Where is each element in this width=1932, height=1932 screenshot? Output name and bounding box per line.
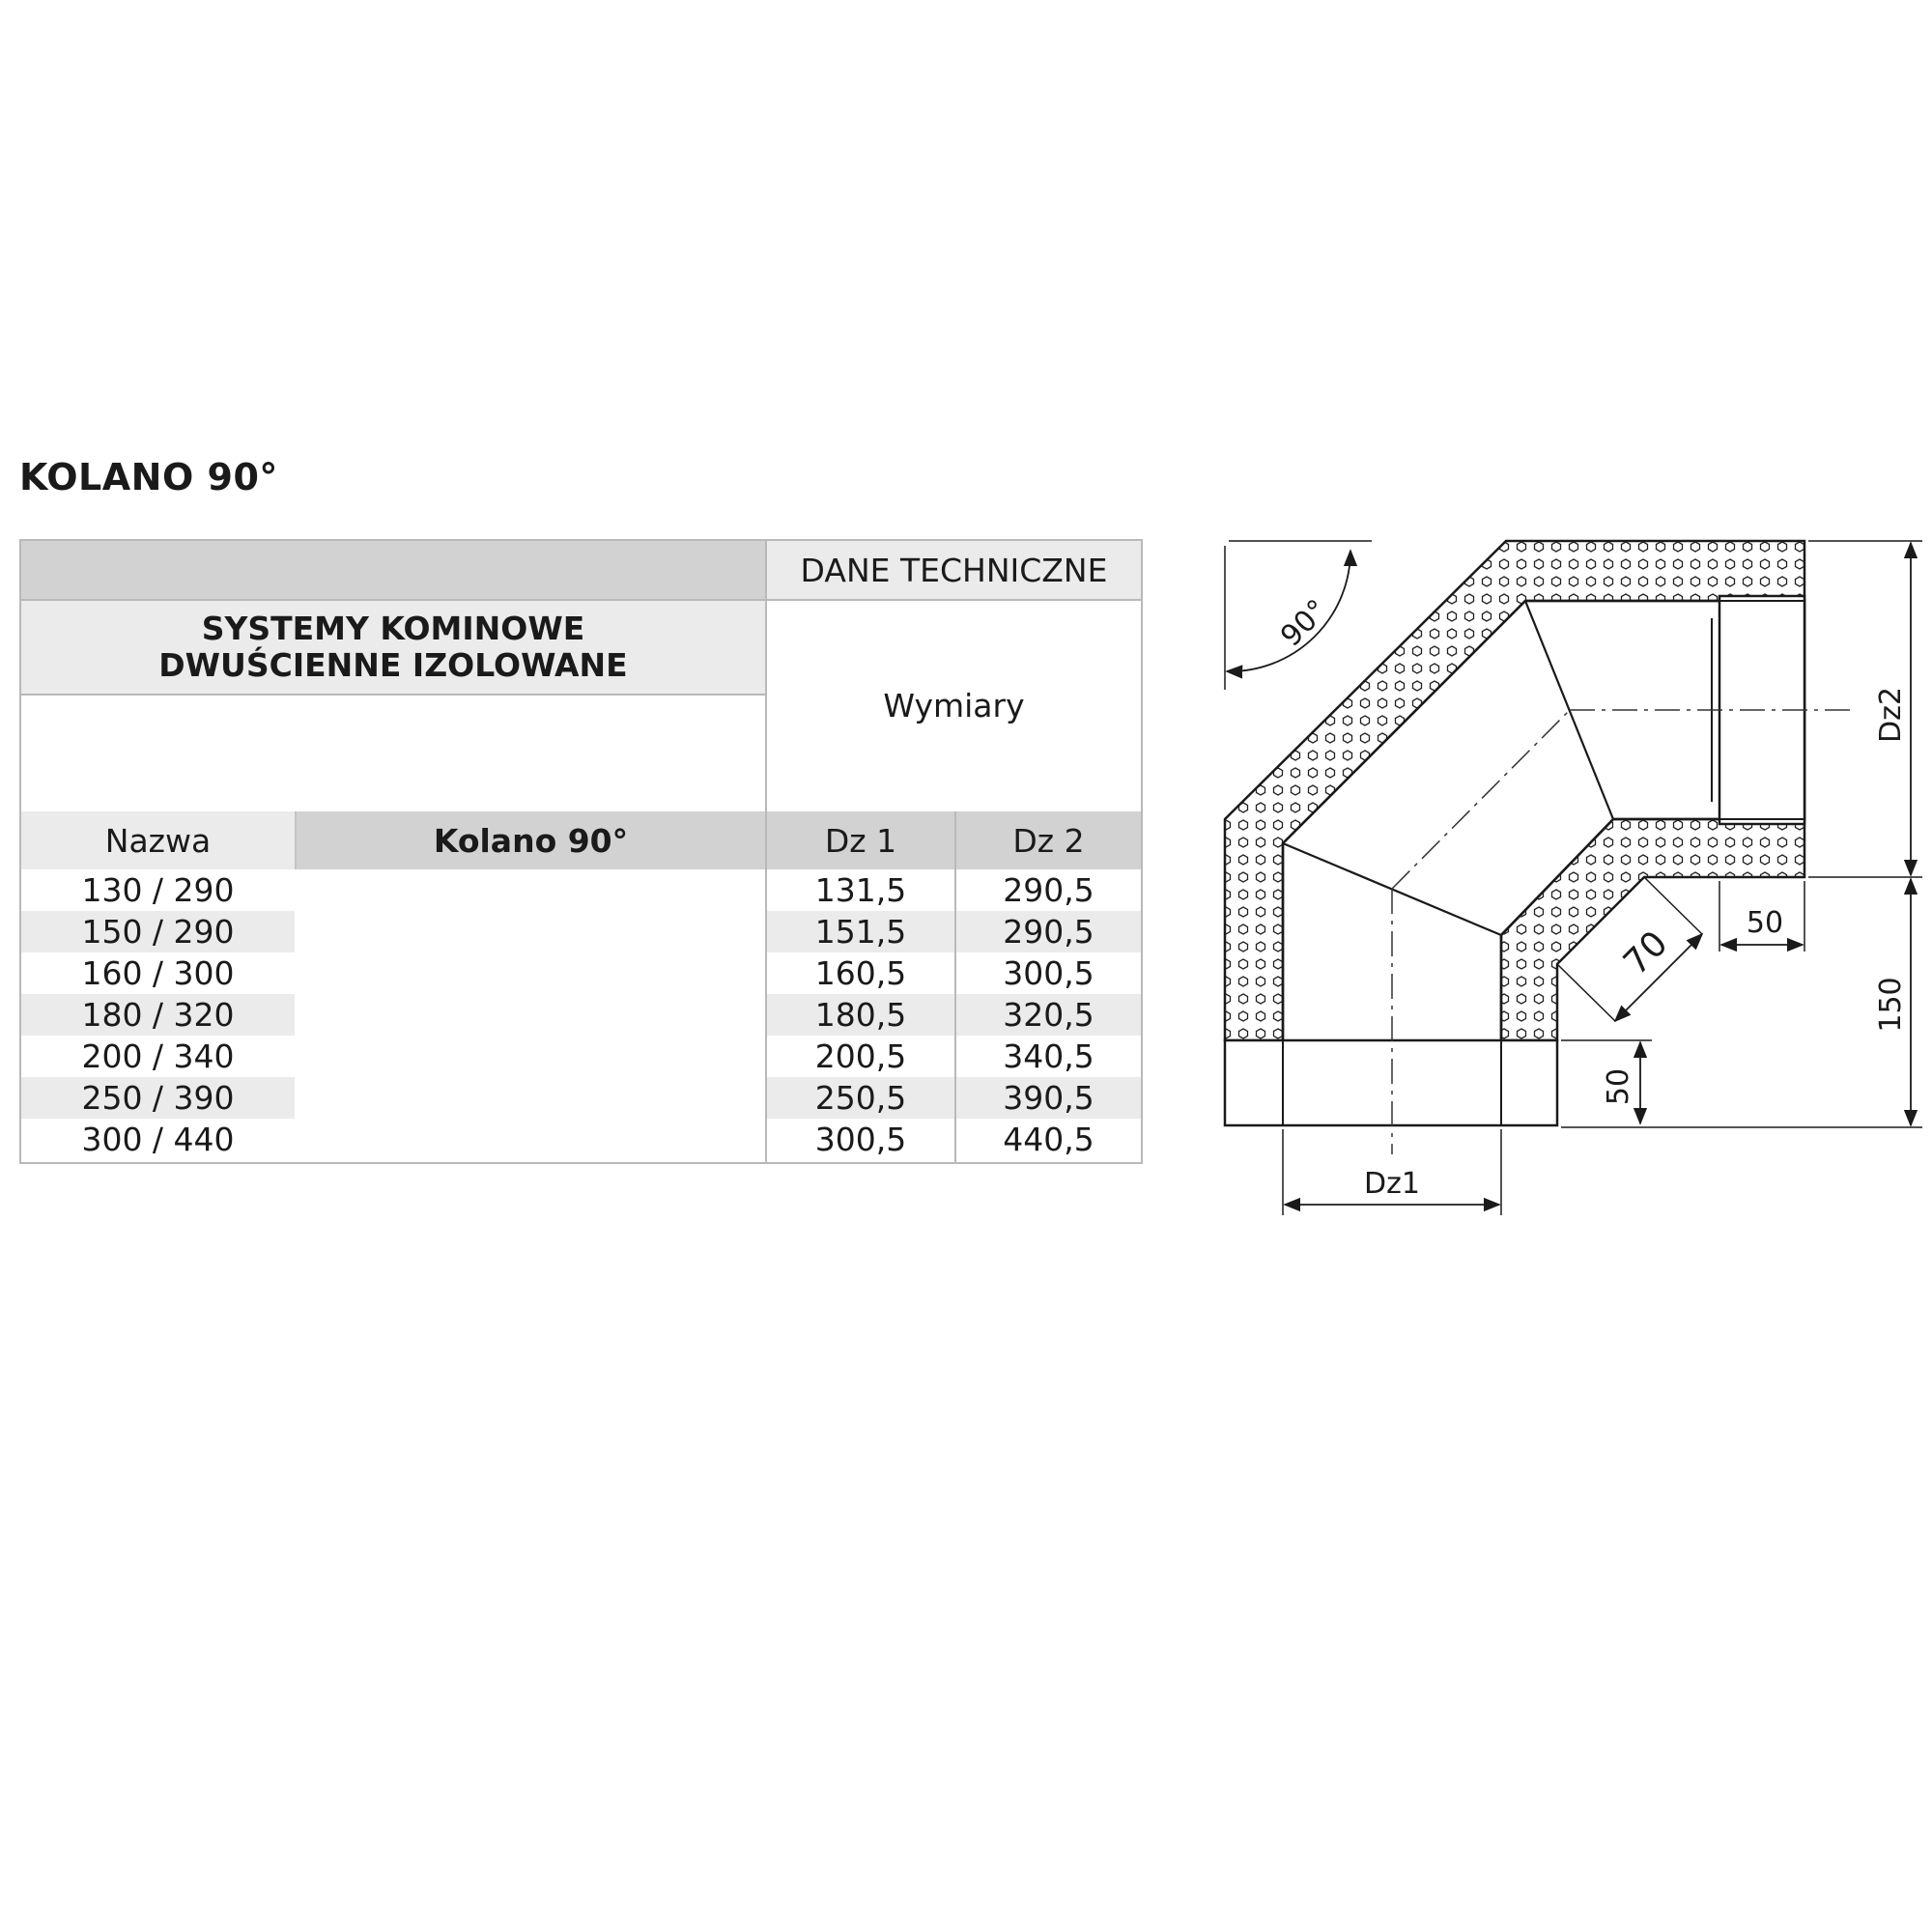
dimensions-table — [19, 539, 1143, 1164]
dim-50-right-label: 50 — [1746, 906, 1784, 940]
row-dz2: 300,5 — [1003, 954, 1094, 992]
row-dz2: 390,5 — [956, 1077, 1141, 1119]
table-row — [21, 994, 1141, 1036]
row-name: 200 / 340 — [81, 1037, 235, 1075]
dim-150-label: 150 — [1874, 977, 1908, 1033]
angle-arc — [1227, 551, 1350, 671]
tech-data-header: DANE TECHNICZNE — [767, 541, 1141, 599]
dimensions-label: Wymiary — [883, 686, 1025, 724]
row-dz1: 250,5 — [767, 1077, 954, 1119]
page-title: KOLANO 90° — [19, 456, 278, 498]
col-header-dz1: Dz 1 — [767, 811, 954, 869]
table-row — [21, 869, 1141, 911]
divider — [21, 599, 1141, 601]
dz2-label: Dz2 — [1874, 687, 1908, 743]
table-row — [21, 1036, 1141, 1077]
row-name: 300 / 440 — [81, 1121, 235, 1158]
system-title-line1: SYSTEMY KOMINOWE — [201, 610, 585, 647]
dim-70-label: 70 — [1616, 923, 1676, 983]
elbow-technical-drawing — [1198, 522, 1927, 1236]
row-dz2: 290,5 — [1003, 871, 1094, 909]
row-name: 250 / 390 — [21, 1077, 295, 1119]
row-name: 180 / 320 — [21, 994, 295, 1036]
table-row — [21, 1119, 1141, 1160]
row-name: 130 / 290 — [81, 871, 235, 909]
angle-label: 90° — [1274, 593, 1335, 654]
col-header-name: Nazwa — [21, 811, 295, 869]
table-body — [21, 869, 1141, 1160]
system-title-line2: DWUŚCIENNE IZOLOWANE — [158, 646, 628, 684]
header-blank — [21, 541, 765, 599]
divider — [295, 811, 297, 869]
row-dz1: 200,5 — [814, 1037, 907, 1075]
row-dz1: 300,5 — [814, 1121, 907, 1158]
col-header-dz2: Dz 2 — [956, 811, 1141, 869]
dim-extension-line — [1557, 964, 1615, 1021]
row-dz2: 340,5 — [1003, 1037, 1094, 1075]
row-name: 150 / 290 — [21, 911, 295, 952]
table-row — [21, 1077, 1141, 1119]
col-header-product: Kolano 90° — [297, 811, 765, 869]
divider — [954, 811, 956, 1162]
row-dz1: 131,5 — [814, 871, 907, 909]
row-name: 160 / 300 — [81, 954, 235, 992]
center-line — [1392, 710, 1570, 889]
row-dz1: 151,5 — [767, 911, 954, 952]
row-dz1: 180,5 — [767, 994, 954, 1036]
divider — [21, 694, 765, 696]
row-dz2: 290,5 — [956, 911, 1141, 952]
system-title — [21, 601, 765, 694]
bottom-sleeve — [1225, 1040, 1557, 1125]
table-row — [21, 911, 1141, 952]
dim-extension-line — [1644, 877, 1702, 934]
row-dz1: 160,5 — [814, 954, 907, 992]
dim-50-bottom-label: 50 — [1602, 1067, 1635, 1106]
row-dz2: 320,5 — [956, 994, 1141, 1036]
row-dz2: 440,5 — [1003, 1121, 1094, 1158]
segment-seam — [1525, 601, 1613, 819]
divider — [765, 541, 767, 1162]
dz1-label: Dz1 — [1364, 1167, 1420, 1201]
table-row — [21, 952, 1141, 994]
